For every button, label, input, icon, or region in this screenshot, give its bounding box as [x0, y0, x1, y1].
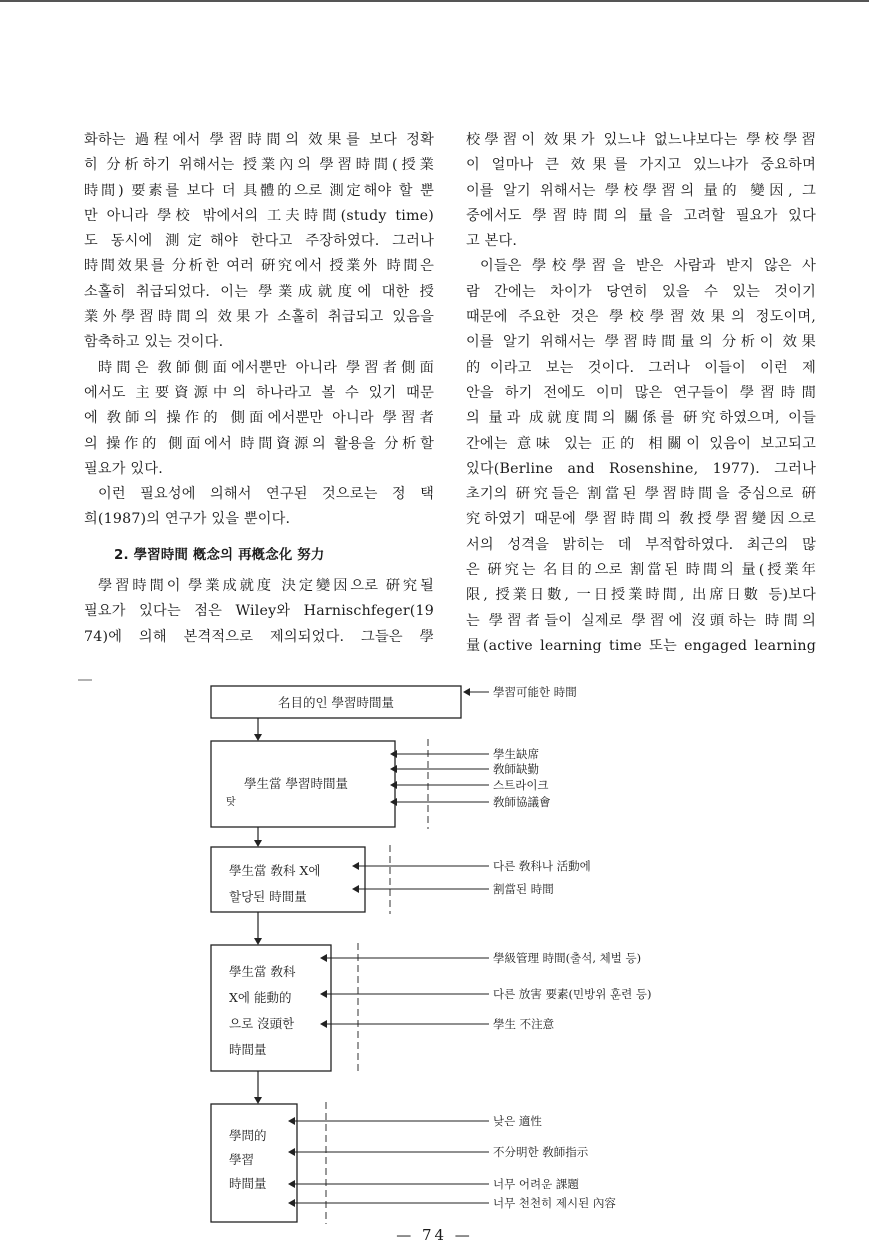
right-line: 이를 알기 위해서는 學校學習의 量的 變因, 그 [466, 182, 816, 199]
flowchart-arrowhead [288, 1117, 295, 1125]
flowchart-factor-label: 學級管理 時間(출석, 체벌 등) [493, 951, 642, 965]
flowchart-box-label: 名目的인 學習時間量 [277, 695, 395, 710]
left-line: 에 敎師의 操作的 側面에서뿐만 아니라 學習者 [84, 410, 434, 427]
flowchart-box-label: 學生當 敎科 [229, 964, 296, 979]
flowchart-arrowhead [352, 862, 359, 870]
right-line: 는 學習者들이 실제로 學習에 沒頭하는 時間의 [466, 612, 816, 629]
flowchart-box-label: 으로 沒頭한 [229, 1016, 295, 1031]
flowchart-arrowhead [320, 1020, 327, 1028]
right-line: 때문에 주요한 것은 學校學習效果의 정도이며, [466, 309, 816, 326]
page-number: — 74 — [396, 1226, 473, 1244]
flowchart-factor-label: 스트라이크 [493, 778, 549, 792]
right-line: 이를 알기 위해서는 學習時間量의 分析이 效果 [466, 334, 816, 351]
flowchart-arrowhead [352, 885, 359, 893]
flowchart-arrowhead [288, 1148, 295, 1156]
left-line: 소홀히 취급되었다. 이는 學業成就度에 대한 授 [84, 283, 434, 300]
left-line: 時間) 要素를 보다 더 具體的으로 測定해야 할 뿐 [84, 182, 434, 199]
stray-mark: 탓 [226, 797, 236, 808]
flowchart-box-label: 學生當 敎科 X에 [229, 863, 321, 878]
left-line: 함축하고 있는 것이다. [84, 334, 224, 351]
left-line: 學習時間이 學業成就度 決定變因으로 硏究될 [98, 578, 434, 595]
flowchart-factor-label: 다른 放害 要素(민방위 훈련 등) [493, 987, 652, 1001]
left-line: 의 操作的 側面에서 時間資源의 활용을 分析할 [84, 435, 434, 452]
left-line: 만 아니라 學校 밖에서의 工夫時間(study time) [84, 207, 434, 224]
flowchart-factor-label: 敎師協議會 [493, 795, 551, 809]
right-line: 量(active learning time 또는 engaged learning [466, 637, 816, 654]
flowchart-box-label: 學習 [229, 1152, 255, 1167]
flowchart-arrowhead [254, 734, 262, 741]
flowchart-arrowhead [288, 1180, 295, 1188]
flowchart-factor-label: 不分明한 敎師指示 [493, 1145, 589, 1159]
flowchart-arrowhead [390, 781, 397, 789]
flowchart-arrowhead [254, 1097, 262, 1104]
flowchart-factor-label: 割當된 時間 [493, 882, 554, 896]
right-line: 이들은 學校學習을 받은 사람과 받지 않은 사 [480, 258, 816, 275]
section-heading: 2. 學習時間 槪念의 再槪念化 努力 [114, 547, 325, 563]
flowchart-arrowhead [463, 688, 470, 696]
left-line: 필요가 있다는 점은 Wiley와 Harnischfeger(19 [84, 603, 434, 620]
right-line: 안을 하기 전에도 이미 많은 연구들이 學習時間 [466, 384, 816, 401]
left-line: 時間效果를 分析한 여러 硏究에서 授業外 時間은 [84, 258, 434, 275]
right-line: 究하였기 때문에 學習時間의 敎授學習變因으로 [466, 511, 816, 528]
left-line: 業外學習時間의 效果가 소홀히 취급되고 있음을 [84, 309, 434, 326]
left-line: 화하는 過程에서 學習時間의 效果를 보다 정확 [84, 132, 434, 148]
flowchart-factor-label: 다른 敎科나 活動에 [493, 859, 591, 873]
left-line: 에서도 主要資源中의 하나라고 볼 수 있기 때문 [84, 384, 434, 401]
flowchart-arrowhead [254, 938, 262, 945]
right-line: 초기의 硏究들은 割當된 學習時間을 중심으로 硏 [466, 486, 816, 503]
flowchart-factor-label: 낮은 適性 [493, 1114, 542, 1128]
right-line: 限, 授業日數, 一日授業時間, 出席日數 등)보다 [466, 587, 816, 604]
left-line: 時間은 敎師側面에서뿐만 아니라 學習者側面 [98, 359, 434, 376]
right-line: 서의 성격을 밝히는 데 부적합하였다. 최근의 많 [466, 536, 816, 553]
flowchart-box-label: 學問的 [229, 1128, 267, 1143]
flowchart-factor-label: 너무 어려운 課題 [493, 1177, 579, 1191]
flowchart-arrowhead [390, 765, 397, 773]
flowchart-factor-label: 學生 不注意 [493, 1017, 555, 1031]
flowchart-factor-label: 學生缺席 [493, 747, 539, 761]
flowchart-arrowhead [254, 840, 262, 847]
flowchart-factor-label: 學習可能한 時間 [493, 685, 577, 699]
flowchart-factor-label: 敎師缺勤 [493, 762, 539, 776]
flowchart-box-label: 할당된 時間量 [229, 889, 307, 904]
flowchart-arrowhead [390, 750, 397, 758]
right-line: 은 硏究는 名目的으로 割當된 時間의 量(授業年 [466, 562, 816, 579]
flowchart-arrowhead [320, 990, 327, 998]
flowchart-arrowhead [390, 798, 397, 806]
flowchart-box-label: X에 能動的 [229, 990, 292, 1005]
left-line: 희(1987)의 연구가 있을 뿐이다. [84, 511, 291, 528]
right-line: 的이라고 보는 것이다. 그러나 이들이 이런 제 [466, 359, 816, 376]
flowchart-factor-label: 너무 천천히 제시된 內容 [493, 1196, 616, 1210]
left-line: 히 分析하기 위해서는 授業內의 學習時間(授業 [84, 157, 434, 174]
left-line: 74)에 의해 본격적으로 제의되었다. 그들은 學 [84, 628, 434, 645]
flowchart-arrowhead [320, 954, 327, 962]
flowchart-box-label: 學生當 學習時間量 [244, 776, 348, 791]
left-line: 필요가 있다. [84, 460, 163, 477]
right-line: 람 간에는 차이가 당연히 있을 수 있는 것이기 [466, 283, 816, 300]
right-line: 校學習이 效果가 있느냐 없느냐보다는 學校學習 [466, 132, 816, 148]
flowchart-box-label: 時間量 [229, 1176, 267, 1191]
flowchart-box-label: 時間量 [229, 1042, 267, 1057]
left-line: 이런 필요성에 의해서 연구된 것으로는 정 택 [98, 486, 434, 503]
right-line: 이 얼마나 큰 效果를 가지고 있느냐가 중요하며 [466, 157, 816, 174]
right-line: 고 본다. [466, 233, 518, 250]
right-line: 의 量과 成就度間의 關係를 硏究하였으며, 이들 [466, 410, 816, 427]
right-line: 간에는 意味 있는 正的 相關이 있음이 보고되고 [466, 435, 816, 452]
right-line: 중에서도 學習時間의 量을 고려할 필요가 있다 [466, 207, 816, 224]
left-line: 도 동시에 測定해야 한다고 주장하였다. 그러나 [84, 233, 434, 250]
flowchart-arrowhead [288, 1199, 295, 1207]
right-line: 있다(Berline and Rosenshine, 1977). 그러나 [466, 460, 816, 477]
